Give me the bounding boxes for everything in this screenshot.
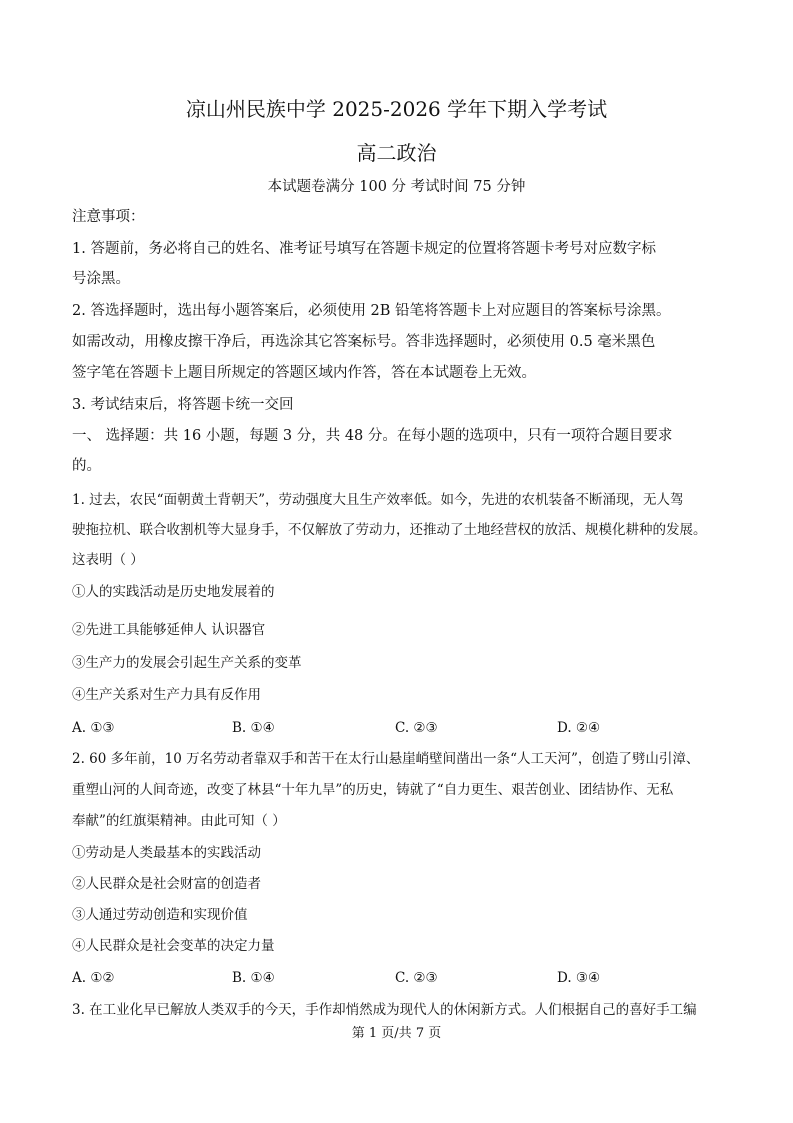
notice-line: 1. 答题前，务必将自己的姓名、准考证号填写在答题卡规定的位置将答题卡考号对应数字标 xyxy=(72,241,656,257)
question-2-option-b: B. ①④ xyxy=(232,970,275,986)
notice-line: 如需改动，用橡皮擦干净后，再选涂其它答案标号。答非选择题时，必须使用 0.5 毫米黑色 xyxy=(72,334,656,350)
question-2-item: ③人通过劳动创造和实现价值 xyxy=(72,907,248,923)
notice-line: 号涂黑。 xyxy=(72,271,130,287)
exam-info: 本试题卷满分 100 分 考试时间 75 分钟 xyxy=(267,179,526,195)
question-1-option-d: D. ②④ xyxy=(557,720,601,736)
question-1-line: 驶拖拉机、联合收割机等大显身手，不仅解放了劳动力，还推动了土地经营权的放活、规模化耕种的发展。 xyxy=(72,522,707,538)
exam-title: 凉山州民族中学 2025-2026 学年下期入学考试 xyxy=(185,97,608,121)
question-2-option-d: D. ③④ xyxy=(557,970,601,986)
question-1-option-c: C. ②③ xyxy=(395,720,438,736)
question-1-option-b: B. ①④ xyxy=(232,720,275,736)
question-2-item: ②人民群众是社会财富的创造者 xyxy=(72,876,261,892)
notice-line: 2. 答选择题时，选出每小题答案后，必须使用 2B 铅笔将答题卡上对应题目的答案标号涂黑。 xyxy=(72,303,671,319)
question-1-option-a: A. ①③ xyxy=(72,720,115,736)
notice-heading: 注意事项： xyxy=(72,209,145,225)
question-1-line: 这表明（ ） xyxy=(72,552,144,568)
section-heading: 一、 选择题：共 16 小题，每题 3 分，共 48 分。在每小题的选项中，只有一项符合题目要求 xyxy=(72,428,673,444)
notice-line: 签字笔在答题卡上题目所规定的答题区域内作答，答在本试题卷上无效。 xyxy=(72,365,536,381)
page-footer: 第 1 页/共 7 页 xyxy=(351,1026,442,1041)
notice-line: 3. 考试结束后，将答题卡统一交回 xyxy=(72,397,294,413)
question-1-item: ②先进工具能够延伸人 认识器官 xyxy=(72,622,266,638)
exam-subject: 高二政治 xyxy=(356,141,437,165)
section-heading-cont: 的。 xyxy=(72,458,101,474)
question-1-line: 1. 过去，农民“面朝黄土背朝天”，劳动强度大且生产效率低。如今，先进的农机装备不断涌现，无人驾 xyxy=(72,492,684,508)
question-1-item: ①人的实践活动是历史地发展着的 xyxy=(72,584,275,600)
question-2-option-c: C. ②③ xyxy=(395,970,438,986)
question-2-line: 奉献”的红旗渠精神。由此可知（ ） xyxy=(72,813,286,829)
question-1-item: ④生产关系对生产力具有反作用 xyxy=(72,687,261,703)
question-2-item: ①劳动是人类最基本的实践活动 xyxy=(72,845,261,861)
question-2-item: ④人民群众是社会变革的决定力量 xyxy=(72,938,275,954)
question-2-line: 2. 60 多年前，10 万名劳动者靠双手和苦干在太行山悬崖峭壁间凿出一条“人工天河”，创造了劈山引漳、 xyxy=(72,751,700,767)
question-1-item: ③生产力的发展会引起生产关系的变革 xyxy=(72,655,302,671)
question-2-option-a: A. ①② xyxy=(72,970,115,986)
question-3-line: 3. 在工业化早已解放人类双手的今天，手作却悄然成为现代人的休闲新方式。人们根据自己的喜好手工编 xyxy=(72,1002,697,1018)
question-2-line: 重塑山河的人间奇迹，改变了林县“十年九旱”的历史，铸就了“自力更生、艰苦创业、团结协作、无私 xyxy=(72,782,674,798)
